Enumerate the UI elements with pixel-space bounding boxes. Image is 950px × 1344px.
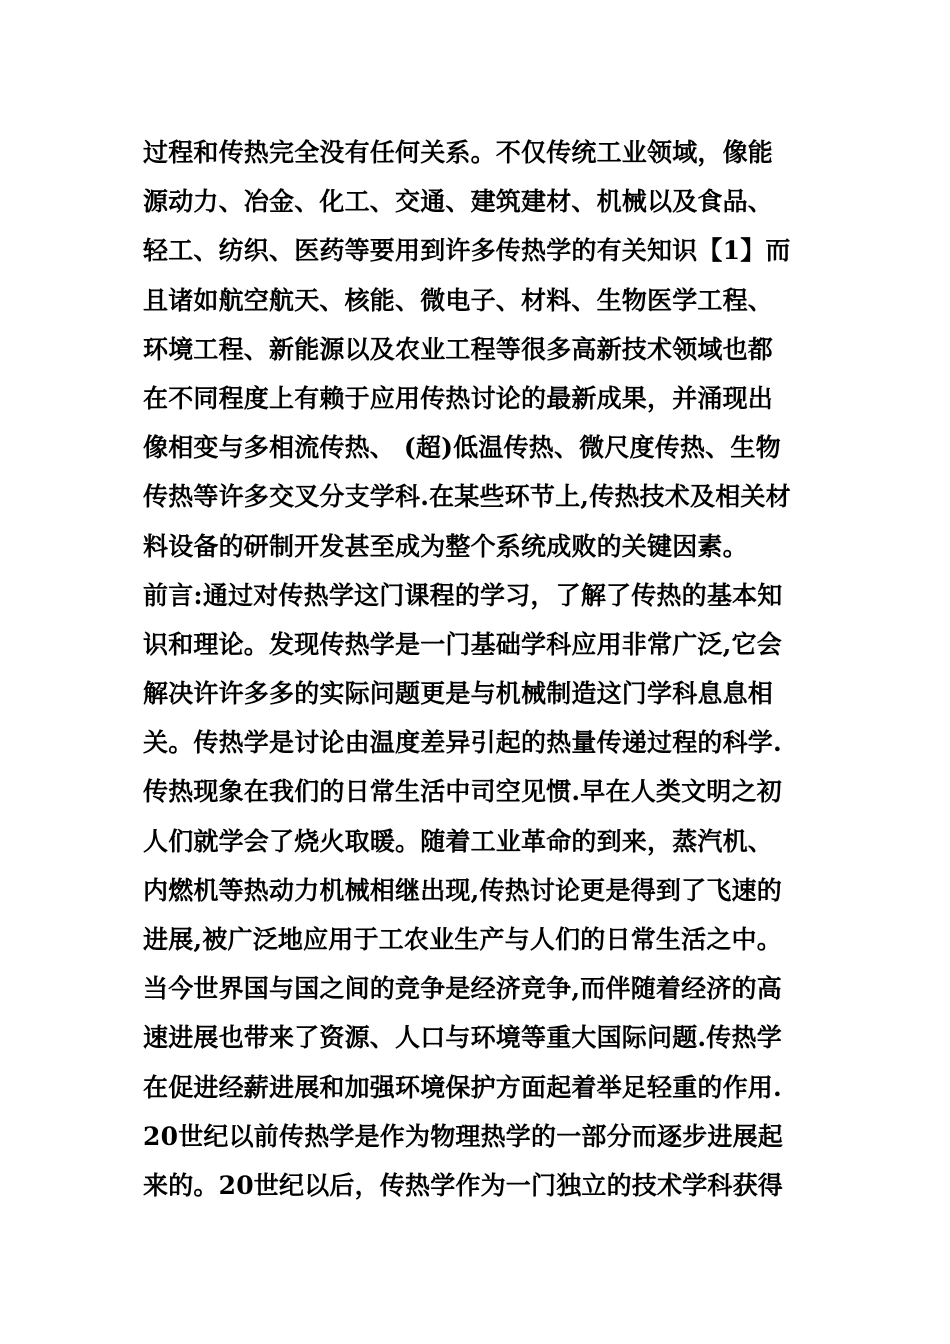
text-line: 传热等许多交叉分支学科.在某些环节上,传热技术及相关材 xyxy=(143,482,791,512)
text-line: 速进展也带来了资源、人口与环境等重大国际问题.传热学 xyxy=(143,1023,782,1053)
text-line: 前言:通过对传热学这门课程的学习，了解了传热的基本知 xyxy=(143,580,783,610)
text-line: 当今世界国与国之间的竞争是经济竞争,而伴随着经济的高 xyxy=(143,974,782,1004)
text-line: 轻工、纺织、医药等要用到许多传热学的有关知识【1】而 xyxy=(143,236,791,266)
text-line: 源动力、冶金、化工、交通、建筑建材、机械以及食品、 xyxy=(143,187,774,217)
text-line: 来的。20世纪以后，传热学作为一门独立的技术学科获得 xyxy=(143,1170,783,1200)
text-line: 在促进经薪进展和加强环境保护方面起着举足轻重的作用. xyxy=(143,1072,782,1102)
text-line: 进展,被广泛地应用于工农业生产与人们的日常生活之中。 xyxy=(143,925,782,954)
text-line: 内燃机等热动力机械相继出现,传热讨论更是得到了飞速的 xyxy=(143,875,782,905)
text-line: 关。传热学是讨论由温度差异引起的热量传递过程的科学. xyxy=(143,728,782,758)
text-line: 料设备的研制开发甚至成为整个系统成败的关键因素。 xyxy=(143,531,748,561)
text-line: 且诸如航空航天、核能、微电子、材料、生物医学工程、 xyxy=(143,285,774,315)
text-line: 解决许许多多的实际问题更是与机械制造这门学科息息相 xyxy=(143,679,774,709)
text-line: 环境工程、新能源以及农业工程等很多高新技术领域也都 xyxy=(143,334,774,364)
text-line: 人们就学会了烧火取暖。随着工业革命的到来，蒸汽机、 xyxy=(143,826,774,856)
body-text xyxy=(143,128,803,1210)
text-line: 传热现象在我们的日常生活中司空见惯.早在人类文明之初 xyxy=(143,777,782,807)
text-line: 识和理论。发现传热学是一门基础学科应用非常广泛,它会 xyxy=(143,629,782,659)
text-line: 在不同程度上有赖于应用传热讨论的最新成果，并涌现出 xyxy=(143,383,774,413)
text-line: 20世纪以前传热学是作为物理热学的一部分而逐步进展起 xyxy=(143,1121,783,1151)
text-line: 过程和传热完全没有任何关系。不仅传统工业领域，像能 xyxy=(143,138,774,167)
text-line: 像相变与多相流传热、 (超)低温传热、微尺度传热、生物 xyxy=(143,433,781,463)
